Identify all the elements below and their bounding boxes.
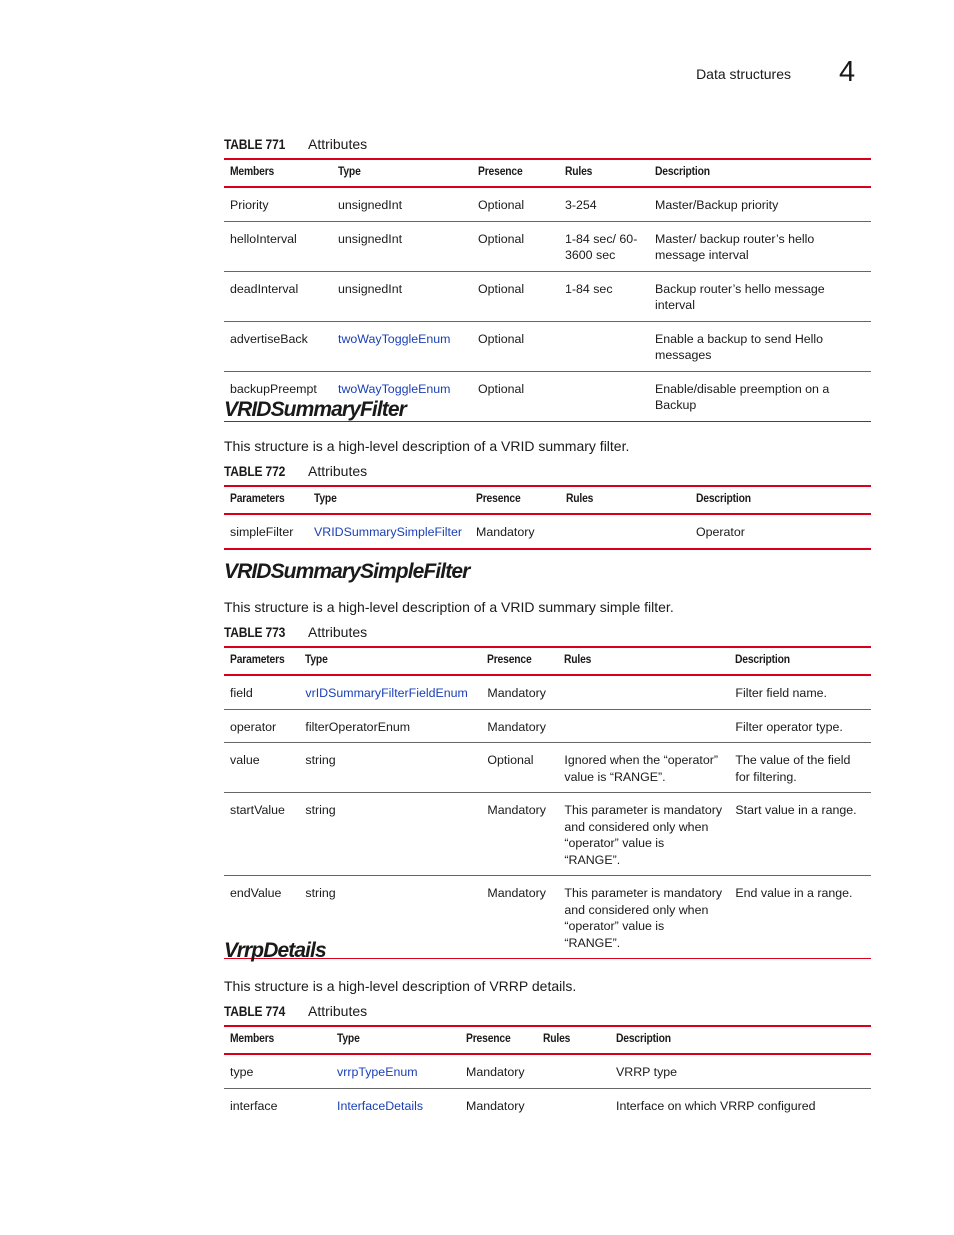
cell-presence: Optional [478,331,525,346]
cell-presence: Mandatory [466,1098,525,1113]
page-header [0,58,954,88]
cell-rules [537,1054,610,1088]
column-header: Description [696,491,751,505]
cell-description: Start value in a range. [735,803,857,817]
cell-description: Enable/disable preemption on a Backup [655,381,830,412]
table-row [224,1054,871,1088]
cell-presence: Optional [487,753,534,767]
cell-presence: Mandatory [476,525,535,539]
cell-type: filterOperatorEnum [305,719,411,734]
chapter-number: 4 [839,56,856,88]
type-link[interactable]: vrrpTypeEnum [337,1065,418,1079]
cell-description: Filter operator type. [735,719,843,734]
column-header: Description [655,164,710,178]
cell-presence: Mandatory [487,886,546,900]
section-vrrpdetails [224,938,871,995]
section-description: This structure is a high-level description of VRRP details. [224,978,577,994]
cell-parameter: simpleFilter [230,525,294,539]
cell-type [308,514,470,549]
cell-presence: Mandatory [466,1065,525,1079]
chapter-title: Data structures [696,66,791,82]
table-row [224,1088,871,1121]
table-row [224,743,871,793]
table-caption [224,462,871,480]
cell-description: VRRP type [616,1065,678,1079]
table-row [224,709,871,743]
type-link[interactable]: InterfaceDetails [337,1098,424,1113]
cell-description: End value in a range. [735,886,853,900]
cell-parameter: field [230,686,253,700]
table-row [224,221,871,271]
column-header: Type [314,491,337,505]
column-header: Type [337,1031,360,1045]
column-header: Description [616,1031,671,1045]
cell-parameter: value [230,753,260,767]
column-header: Parameters [230,491,285,505]
section-description: This structure is a high-level description of a VRID summary filter. [224,438,630,454]
cell-type [299,675,481,709]
table-row [224,187,871,221]
table-caption [224,1002,871,1020]
table-caption-text: Attributes [308,1003,368,1019]
type-link[interactable]: twoWayToggleEnum [338,381,451,396]
table-773-block [224,623,871,959]
table-row [224,514,871,549]
cell-rules [560,514,690,549]
cell-description: Interface on which VRRP configured [616,1098,816,1113]
table-771 [224,158,871,422]
table-774 [224,1025,871,1121]
cell-description: Filter field name. [735,686,827,700]
column-header: Members [230,164,275,178]
table-label: TABLE 773 [224,624,286,640]
cell-type: unsignedInt [338,231,403,246]
section-title: VRIDSummarySimpleFilter [224,560,470,583]
column-header: Presence [478,164,523,178]
table-label: TABLE 772 [224,463,286,479]
table-caption [224,135,871,153]
cell-member: interface [230,1098,278,1113]
cell-presence: Mandatory [487,686,546,700]
type-link[interactable]: vrIDSummaryFilterFieldEnum [305,686,468,700]
cell-type [331,1054,460,1088]
cell-type: string [305,753,336,767]
cell-rules [559,321,649,371]
cell-rules: Ignored when the “operator” value is “RANGE”. [564,753,718,784]
column-header: Presence [476,491,521,505]
cell-member: helloInterval [230,231,297,246]
cell-parameter: operator [230,719,277,734]
table-771-block [224,135,871,422]
table-row [224,321,871,371]
cell-type: string [305,886,336,900]
cell-description: Master/Backup priority [655,198,779,212]
cell-parameter: startValue [230,803,285,817]
column-header: Rules [543,1031,571,1045]
table-caption-text: Attributes [308,136,368,152]
table-772 [224,485,871,550]
column-header: Rules [565,164,593,178]
table-caption [224,623,871,641]
section-vridsummaryfilter [224,397,871,455]
column-header: Rules [564,652,592,666]
cell-member: backupPreempt [230,381,317,396]
cell-description: Operator [696,525,745,539]
cell-rules: This parameter is mandatory and considered only when “operator” value is “RANGE”. [564,803,723,867]
cell-rules: 3-254 [565,198,597,212]
cell-type: unsignedInt [338,198,403,212]
cell-presence: Optional [478,381,525,396]
section-title: VrrpDetails [224,939,326,962]
column-header: Type [305,652,329,666]
table-caption-text: Attributes [308,624,368,640]
cell-rules [537,1088,610,1121]
cell-presence: Mandatory [487,719,546,734]
cell-member: type [230,1065,254,1079]
table-caption-text: Attributes [308,463,368,479]
cell-type [332,321,472,371]
cell-member: advertiseBack [230,331,308,346]
section-description: This structure is a high-level description of a VRID summary simple filter. [224,599,674,615]
cell-rules [558,709,729,743]
table-label: TABLE 771 [224,136,286,152]
cell-rules: This parameter is mandatory and considered only when “operator” value is “RANGE”. [564,886,723,950]
cell-presence: Mandatory [487,803,546,817]
column-header: Rules [566,491,594,505]
cell-presence: Optional [478,198,525,212]
type-link[interactable]: VRIDSummarySimpleFilter [314,525,463,539]
column-header: Type [338,164,361,178]
table-row [224,675,871,709]
cell-rules: 1-84 sec/ 60-3600 sec [565,231,638,262]
table-774-block [224,1002,871,1121]
table-label: TABLE 774 [224,1003,286,1019]
table-row [224,271,871,321]
cell-member: Priority [230,198,269,212]
column-header: Members [230,1031,275,1045]
column-header: Presence [466,1031,511,1045]
cell-rules: 1-84 sec [565,281,613,296]
cell-type [331,1088,460,1121]
table-row [224,793,871,876]
cell-description: The value of the field for filtering. [735,753,851,784]
section-vridsummarysimplefilter [224,559,871,616]
column-header: Description [735,652,791,666]
type-link[interactable]: twoWayToggleEnum [338,331,451,346]
cell-presence: Optional [478,231,525,246]
cell-description: Backup router’s hello message interval [655,281,825,312]
cell-presence: Optional [478,281,525,296]
cell-member: deadInterval [230,281,299,296]
cell-description: Enable a backup to send Hello messages [655,331,824,362]
table-773 [224,646,871,959]
cell-parameter: endValue [230,886,282,900]
section-title: VRIDSummaryFilter [224,398,406,421]
table-772-block [224,462,871,550]
column-header: Parameters [230,652,285,666]
cell-type: unsignedInt [338,281,403,296]
cell-description: Master/ backup router’s hello message interval [655,231,815,262]
column-header: Presence [487,652,532,666]
cell-type: string [305,803,336,817]
cell-rules [558,675,729,709]
